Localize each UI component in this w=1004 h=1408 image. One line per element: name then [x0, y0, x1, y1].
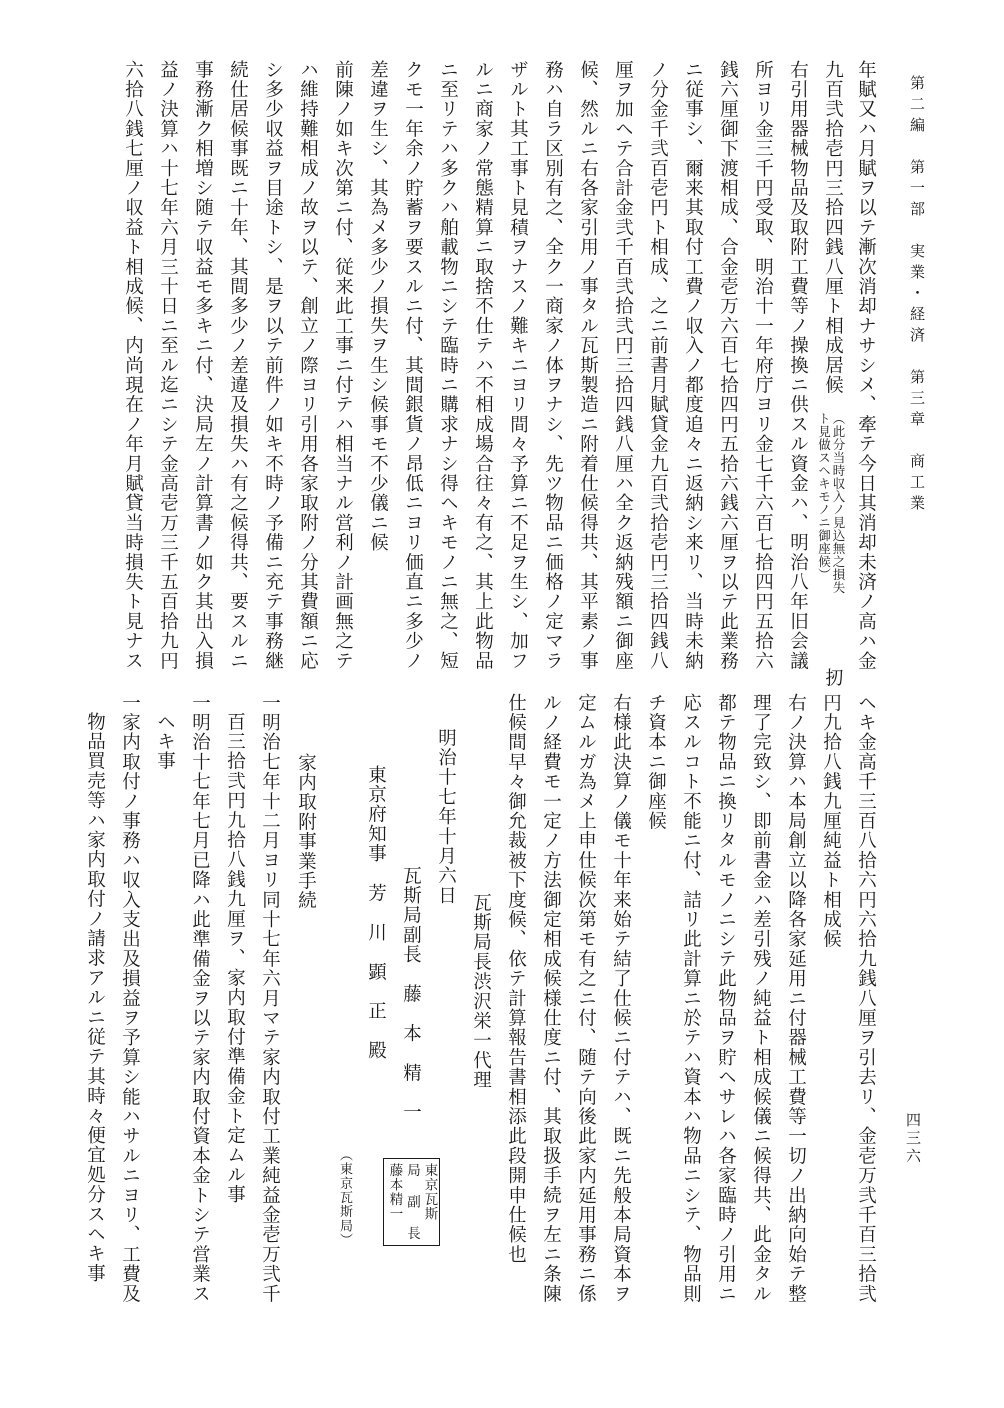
- text-column: 益ノ決算ハ十七年六月三十日ニ至ル迄ニシテ金高壱万三千五百拾九円: [157, 60, 179, 671]
- text-column: 仕候間早々御允裁被下度候、依テ計算報告書相添此段開申仕候也: [505, 693, 527, 1265]
- text-column: ザルト其工事ト見積ヲナスノ難キニヨリ間々予算ニ不足ヲ生シ、加フ: [507, 60, 529, 671]
- text-column: シ多少収益ヲ目途トシ、是ヲ以テ前件ノ如キ不時ノ予備ニ充テ事務継: [262, 60, 284, 671]
- section-title: 家内取附事業手続: [295, 753, 317, 911]
- text-column: 都テ物品ニ換リタルモノニシテ此物品ヲ貯ヘサレハ各家臨時ノ引用ニ: [715, 693, 737, 1304]
- text-column: 右引用器械物品及取附工費等ノ操換ニ供スル資金ハ、明治八年旧会議: [787, 60, 809, 671]
- seal-line: 東京瓦斯: [421, 1163, 438, 1221]
- text-column: 事務漸ク相増シ随テ収益モ多キニ付、決局左ノ計算書ノ如ク其出入損: [192, 60, 214, 671]
- running-head: 第二編 第一部 実業・経済 第三章 商工業: [908, 75, 926, 516]
- text-column: 候、然ルニ右各家引用ノ事タル瓦斯製造ニ附着仕候得共、其平素ノ事: [577, 60, 599, 671]
- signature-line: 瓦斯局長渋沢栄一代理: [470, 893, 492, 1090]
- text-column: 定ムルガ為メ上申仕候次第モ有之ニ付、随テ向後此家内延用事務ニ係: [575, 693, 597, 1304]
- text-column: 右様此決算ノ儀モ十年来始テ結了仕候ニ付テハ、既ニ先般本局資本ヲ: [610, 693, 632, 1304]
- document-date: 明治十七年十月六日: [435, 728, 457, 906]
- text-column: ニ至リテハ多クハ舶載物ニシテ臨時ニ購求ナシ得ヘキモノニ無之、短: [437, 60, 459, 671]
- text-column: ハ維持難相成ノ故ヲ以テ、創立ノ際ヨリ引用各家取附ノ分其費額ニ応: [297, 60, 319, 671]
- text-column: 所ヨリ金三千円受取、明治十一年府庁ヨリ金七千六百七拾四円五拾六: [752, 60, 774, 671]
- text-column: 九百弐拾壱円三拾四銭八厘ト相成居候: [822, 60, 844, 395]
- text-column: ノ分金千弐百壱円ト相成、之ニ前書月賦貸金九百弐拾壱円三拾四銭八: [647, 60, 669, 671]
- list-item-line: ヘキ事: [154, 712, 176, 772]
- text-column: 務ハ自ラ区別有之、全ク一商家ノ体ヲナシ、先ツ物品ニ価格ノ定マラ: [542, 60, 564, 671]
- page-number: 四三六: [904, 1112, 922, 1166]
- text-column: ルニ商家ノ常態精算ニ取捨不仕テハ不相成場合往々有之、其上此物品: [472, 60, 494, 671]
- text-column: 扨: [822, 668, 844, 688]
- text-column: 続仕居候事既ニ十年、其間多少ノ差違及損失ハ有之候得共、要スルニ: [227, 60, 249, 671]
- seal-box: [383, 1158, 440, 1246]
- text-column: チ資本ニ御座候: [645, 693, 667, 831]
- text-column: 差違ヲ生シ、其為メ多少ノ損失ヲ生シ候事モ不少儀ニ候: [367, 60, 389, 553]
- list-item-line: 一家内取付ノ事務ハ収入支出及損益ヲ予算シ能ハサルニヨリ、工費及: [119, 693, 141, 1304]
- text-column: 年賦又ハ月賦ヲ以テ漸次消却ナサシメ、牽テ今日其消却未済ノ高ハ金: [855, 60, 877, 671]
- list-item-line: 一明治十七年七月已降ハ此準備金ヲ以テ家内取付資本金トシテ営業ス: [189, 693, 211, 1304]
- seal-line: 藤本精一: [386, 1163, 403, 1221]
- text-column: 前陳ノ如キ次第ニ付、従来此工事ニ付テハ相当ナル営利ノ計画無之テ: [332, 60, 354, 671]
- text-column: 右ノ決算ハ本局創立以降各家延用ニ付器械工費等一切ノ出納向始テ整: [785, 693, 807, 1304]
- text-column: 円九拾八銭九厘純益ト相成候: [820, 693, 842, 950]
- annotation-line: ト見做スヘキモノニ御座候）: [816, 412, 832, 581]
- text-column: ヘキ金高千三百八拾六円六拾九銭八厘ヲ引去リ、金壱万弐千百三拾弐: [855, 693, 877, 1304]
- signature-line: 瓦斯局副長 藤 本 精 一: [400, 866, 422, 1123]
- text-column: 六拾八銭七厘ノ収益ト相成候、内尚現在ノ年月賦貸当時損失ト見ナス: [122, 60, 144, 671]
- list-item-line: 物品買売等ハ家内取付ノ請求アルニ従テ其時々便宜処分スヘキ事: [84, 712, 106, 1284]
- list-item-line: 一明治七年十二月ヨリ同十七年六月マテ家内取付工業純益金壱万弐千: [259, 693, 281, 1304]
- inline-annotation: [817, 412, 844, 594]
- text-column: 厘ヲ加ヘテ合計金弐千百弐拾弐円三拾四銭八厘ハ全ク返納残額ニ御座: [612, 60, 634, 671]
- text-column: クモ一年余ノ貯蓄ヲ要スルニ付、其間銀貨ノ昂低ニヨリ価直ニ多少ノ: [402, 60, 424, 671]
- source-note: （東京瓦斯局）: [337, 1148, 352, 1248]
- text-column: ルノ経費モ一定ノ方法御定相成候様仕度ニ付、其取扱手続ヲ左ニ条陳: [540, 693, 562, 1304]
- text-column: 銭六厘御下渡相成、合金壱万六百七拾四円五拾六銭六厘ヲ以テ此業務: [717, 60, 739, 671]
- text-column: 応スルコト不能ニ付、詰リ此計算ニ於テハ資本ハ物品ニシテ、物品則: [680, 693, 702, 1304]
- addressee: 東京府知事 芳 川 顕 正 殿: [365, 765, 387, 1061]
- list-item-line: 百三拾弐円九拾八銭九厘ヲ、家内取付準備金ト定ムル事: [224, 712, 246, 1205]
- annotation-line: （此分当時収入ノ見込無之損失: [831, 412, 846, 594]
- text-column: ニ従事シ、爾来其取付工費ノ収入ノ都度追々ニ返納シ来リ、当時未納: [682, 60, 704, 671]
- seal-line: 局 副 長: [404, 1163, 420, 1241]
- text-column: 理了完致シ、即前書金ハ差引残ノ純益ト相成候儀ニ候得共、此金タル: [750, 693, 772, 1304]
